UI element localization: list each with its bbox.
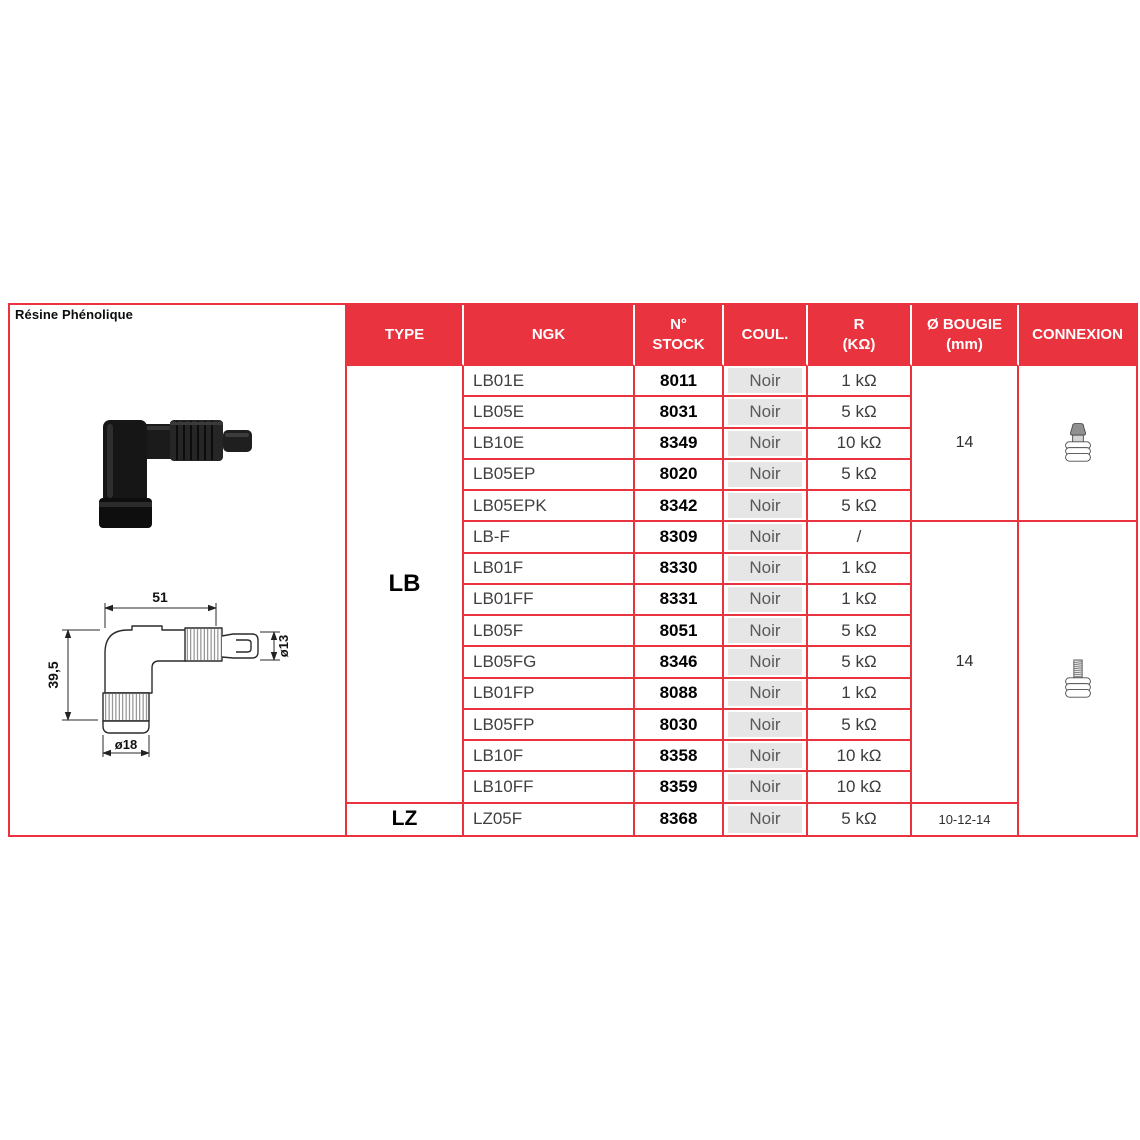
ngk-cell: LB01FF xyxy=(464,585,635,616)
header-coul: COUL. xyxy=(724,305,808,366)
coul-cell: Noir xyxy=(724,366,808,397)
table-row xyxy=(347,804,1136,835)
dim-tip-diameter-label: ø13 xyxy=(276,634,291,658)
header-stock: N° STOCK xyxy=(635,305,724,366)
coul-cell: Noir xyxy=(724,460,808,491)
resistance-cell: 5 kΩ xyxy=(808,804,912,835)
ngk-cell: LB05EPK xyxy=(464,491,635,522)
resistance-cell: 5 kΩ xyxy=(808,460,912,491)
ngk-cell: LB05FP xyxy=(464,710,635,741)
coul-cell: Noir xyxy=(724,710,808,741)
stock-cell: 8330 xyxy=(635,554,724,585)
resistance-cell: 10 kΩ xyxy=(808,741,912,772)
stock-cell: 8011 xyxy=(635,366,724,397)
threaded-stud-terminal-icon xyxy=(1019,657,1136,701)
stock-cell: 8020 xyxy=(635,460,724,491)
ngk-cell: LB-F xyxy=(464,522,635,553)
type-cell-lz: LZ xyxy=(347,804,464,835)
stock-cell: 8342 xyxy=(635,491,724,522)
ngk-cell: LB05FG xyxy=(464,647,635,678)
bougie-cell: 14 xyxy=(912,522,1019,803)
header-r: R (KΩ) xyxy=(808,305,912,366)
resistance-cell: 5 kΩ xyxy=(808,616,912,647)
product-panel xyxy=(10,305,347,835)
stock-cell: 8309 xyxy=(635,522,724,553)
stock-cell: 8331 xyxy=(635,585,724,616)
stock-cell: 8349 xyxy=(635,429,724,460)
dim-width-label: 51 xyxy=(152,589,168,605)
coul-cell: Noir xyxy=(724,585,808,616)
stock-cell: 8088 xyxy=(635,679,724,710)
table-row xyxy=(347,522,1136,553)
coul-cell: Noir xyxy=(724,616,808,647)
sae-terminal-nut-icon xyxy=(1019,421,1136,465)
resistance-cell: 1 kΩ xyxy=(808,679,912,710)
resistance-cell: 5 kΩ xyxy=(808,491,912,522)
technical-drawing xyxy=(36,573,326,783)
ngk-cell: LB01F xyxy=(464,554,635,585)
ngk-cell: LB10F xyxy=(464,741,635,772)
coul-cell: Noir xyxy=(724,429,808,460)
coul-cell: Noir xyxy=(724,491,808,522)
dim-height-label: 39,5 xyxy=(45,661,61,689)
resistance-cell: 5 kΩ xyxy=(808,397,912,428)
resistance-cell: 10 kΩ xyxy=(808,772,912,803)
stock-cell: 8030 xyxy=(635,710,724,741)
ngk-cell: LB01FP xyxy=(464,679,635,710)
spark-plug-cap-photo xyxy=(90,408,270,533)
resistance-cell: 5 kΩ xyxy=(808,710,912,741)
ngk-cell: LB05F xyxy=(464,616,635,647)
ngk-cell: LB10FF xyxy=(464,772,635,803)
resistance-cell: 1 kΩ xyxy=(808,585,912,616)
stock-cell: 8031 xyxy=(635,397,724,428)
header-type: TYPE xyxy=(347,305,464,366)
resistance-cell: 5 kΩ xyxy=(808,647,912,678)
header-connexion: CONNEXION xyxy=(1019,305,1136,366)
panel-title: Résine Phénolique xyxy=(15,307,134,322)
stock-cell: 8359 xyxy=(635,772,724,803)
header-ngk: NGK xyxy=(464,305,635,366)
connexion-cell xyxy=(1019,366,1136,522)
stock-cell: 8346 xyxy=(635,647,724,678)
ngk-cell: LZ05F xyxy=(464,804,635,835)
ngk-cell: LB10E xyxy=(464,429,635,460)
coul-cell: Noir xyxy=(724,772,808,803)
ngk-cell: LB05EP xyxy=(464,460,635,491)
header-bougie: Ø BOUGIE (mm) xyxy=(912,305,1019,366)
dim-base-diameter-label: ø18 xyxy=(114,737,138,752)
table-row xyxy=(347,366,1136,397)
coul-cell: Noir xyxy=(724,647,808,678)
spec-table xyxy=(347,305,1136,835)
coul-cell: Noir xyxy=(724,804,808,835)
resistance-cell: 1 kΩ xyxy=(808,554,912,585)
coul-cell: Noir xyxy=(724,397,808,428)
coul-cell: Noir xyxy=(724,554,808,585)
stock-cell: 8051 xyxy=(635,616,724,647)
stock-cell: 8368 xyxy=(635,804,724,835)
resistance-cell: 10 kΩ xyxy=(808,429,912,460)
ngk-cell: LB05E xyxy=(464,397,635,428)
resistance-cell: 1 kΩ xyxy=(808,366,912,397)
ngk-cell: LB01E xyxy=(464,366,635,397)
header-row xyxy=(347,305,1136,366)
bougie-cell: 14 xyxy=(912,366,1019,522)
coul-cell: Noir xyxy=(724,522,808,553)
connexion-cell xyxy=(1019,522,1136,835)
stock-cell: 8358 xyxy=(635,741,724,772)
coul-cell: Noir xyxy=(724,741,808,772)
coul-cell: Noir xyxy=(724,679,808,710)
bougie-cell: 10-12-14 xyxy=(912,804,1019,835)
type-cell-lb: LB xyxy=(347,366,464,804)
catalog-table-frame xyxy=(8,303,1138,837)
resistance-cell: / xyxy=(808,522,912,553)
